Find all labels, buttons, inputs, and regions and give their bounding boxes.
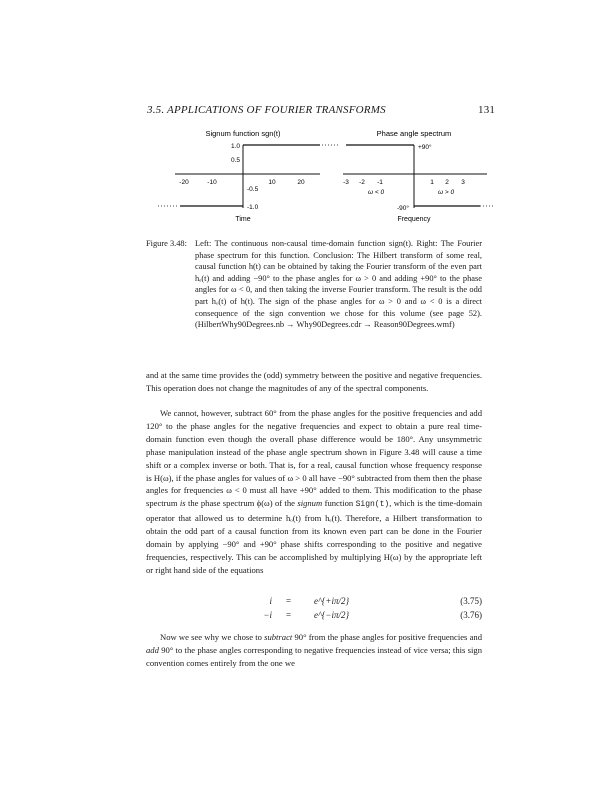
equation-relation: = — [286, 596, 292, 606]
y-tick-label: -0.5 — [247, 186, 259, 193]
x-tick-label: 2 — [445, 179, 449, 186]
emphasis: subtract — [264, 632, 293, 642]
chart-title: Signum function sgn(t) — [205, 129, 281, 138]
equation-lhs: −i — [263, 610, 272, 620]
text-run: the phase spectrum ϕ(ω) of the — [185, 498, 298, 509]
x-tick-label: -1 — [377, 179, 383, 186]
page-number: 131 — [478, 104, 496, 116]
equation-number: (3.75) — [460, 596, 482, 606]
text-run: , which is the time-domain operator that allowed us to determine hₒ(t) from hₑ(t). Therefore, a Hilbert transformation to obtain the odd part of a causal function from its known even part can be done in the Fourier domain by applying −90° and +90° phase shifts corresponding to the positive and negative frequencies, respectively. This can be accomplished by multiplying H(ω) by the appropriate left or right hand side of the equations — [146, 498, 482, 575]
chart-signum — [158, 129, 340, 223]
region-label-negative: ω < 0 — [368, 189, 385, 196]
equation-rhs: e^{+iπ/2} — [314, 596, 350, 606]
x-tick-label: 20 — [297, 179, 305, 186]
paragraph: and at the same time provides the (odd) symmetry between the positive and negative frequencies. This operation does not change the magnitudes of any of the spectral components. — [146, 370, 482, 393]
chart-title: Phase angle spectrum — [376, 129, 452, 138]
text-run: 90° to the phase angles corresponding to negative frequencies instead of vice versa; this sign convention comes entirely from the one we — [146, 644, 482, 668]
x-tick-label: 10 — [268, 179, 276, 186]
equation-number: (3.76) — [460, 610, 482, 620]
paragraph — [146, 631, 482, 670]
figure-caption — [146, 238, 482, 331]
paragraph — [146, 407, 482, 577]
equation-relation: = — [286, 610, 292, 620]
emphasis: is — [179, 498, 186, 509]
text-run: function — [322, 498, 356, 509]
x-tick-label: -10 — [207, 179, 217, 186]
x-axis-label: Time — [235, 216, 251, 223]
y-tick-label: -1.0 — [247, 204, 259, 211]
caption-label: Figure 3.48: — [146, 239, 187, 248]
equation-rhs: e^{−iπ/2} — [314, 610, 350, 620]
text-run: Now we see why we chose to — [160, 632, 265, 642]
plus-ninety-label: +90° — [418, 144, 432, 151]
x-axis-label: Frequency — [397, 216, 431, 223]
caption-text: Left: The continuous non-causal time-domain function sign(t). Right: The Fourier phase spectrum for this function. Conclusion: The Hilbert transform of some real, causal function h(t) can be obtained by taking the Fourier transform of the even part hₑ(t) and adding −90° to the phase angles for ω > 0 and adding +90° to the phase angles for ω < 0, and then taking the inverse Fourier transform. The result is the odd part hₒ(t) of h(t). The sign of the phase angles for ω > 0 and ω < 0 is a direct consequence of the sign convention we chose for this volume (see page 52). (HilbertWhy90Degrees.nb → Why90Degrees.cdr → Reason90Degrees.wmf) — [195, 239, 482, 330]
y-tick-label: 1.0 — [230, 143, 240, 150]
running-header: 3.5. APPLICATIONS OF FOURIER TRANSFORMS — [147, 104, 386, 116]
x-tick-label: -3 — [343, 179, 349, 186]
y-tick-label: 0.5 — [230, 157, 240, 164]
minus-ninety-label: -90° — [397, 205, 409, 212]
text-run: We cannot, however, subtract 60° from the phase angles for the positive frequencies and add 120° to the phase angles for the negative frequencies and expect to obtain a pure real time-domain function even though the overall phase difference would be 180°. Any unsymmetric phase manipulation instead of the phase angle spectrum shown in Figure 3.48 will cause a time shift or a complex inverse or both. That is, for a real, causal function whose frequency response is H(ω), if the phase angles for values of ω > 0 all have −90° subtracted from them then the phase angles for frequencies ω < 0 must all have +90° added to them. This modification to the phase spectrum — [146, 408, 482, 509]
emphasis: add — [146, 644, 159, 655]
x-tick-label: 1 — [430, 179, 434, 186]
equation-3-76 — [146, 610, 482, 624]
code: Sign(t) — [355, 500, 390, 510]
x-tick-label: 3 — [461, 179, 465, 186]
equation-lhs: i — [269, 596, 272, 606]
equation-3-75 — [146, 596, 482, 610]
x-tick-label: -20 — [179, 179, 189, 186]
emphasis: signum — [297, 498, 323, 509]
x-tick-label: -2 — [359, 179, 365, 186]
chart-phase-spectrum — [343, 129, 495, 223]
text-run: 90° from the phase angles for positive frequencies and — [292, 632, 482, 642]
region-label-positive: ω > 0 — [438, 189, 455, 196]
